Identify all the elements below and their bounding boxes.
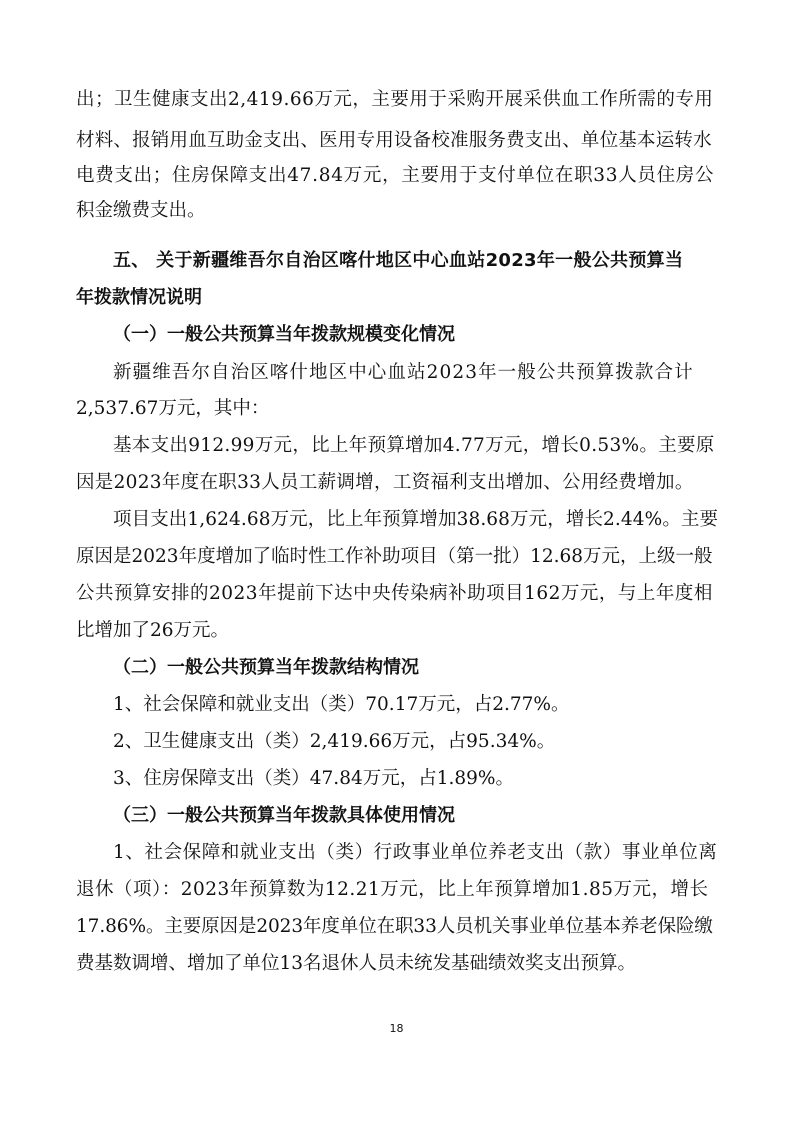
subsection-heading-3: （三）一般公共预算当年拨款具体使用情况 <box>113 805 455 826</box>
body-line-22: 退休（项）：2023年预算数为12.21万元，比上年预算增加1.85万元，增长 <box>76 879 709 900</box>
body-line-10: 基本支出912.99万元，比上年预算增加4.77万元，增长0.53%。主要原 <box>113 435 715 456</box>
page-number: 18 <box>389 1022 404 1035</box>
subsection-heading-2: （二）一般公共预算当年拨款结构情况 <box>113 657 419 678</box>
body-line-9: 2,537.67万元，其中： <box>76 398 270 419</box>
body-line-1: 出；卫生健康支出2,419.66万元，主要用于采购开展采供血工作所需的专用 <box>76 89 714 110</box>
section-heading-5: 五、 关于新疆维吾尔自治区喀什地区中心血站2023年一般公共预算当 <box>113 250 684 271</box>
body-line-2: 材料、报销用血互助金支出、医用专用设备校准服务费支出、单位基本运转水 <box>76 130 712 151</box>
section-heading-5-cont: 年拨款情况说明 <box>76 287 202 308</box>
body-line-14: 公共预算安排的2023年提前下达中央传染病补助项目162万元，与上年度相 <box>76 583 713 604</box>
body-line-23: 17.86%。主要原因是2023年度单位在职33人员机关事业单位基本养老保险缴 <box>76 916 713 937</box>
list-item-3: 3、住房保障支出（类）47.84万元，占1.89%。 <box>113 768 515 789</box>
list-item-2: 2、卫生健康支出（类）2,419.66万元，占95.34%。 <box>113 731 556 752</box>
body-line-24: 费基数调增、增加了单位13名退休人员未统发基础绩效奖支出预算。 <box>76 953 637 974</box>
body-line-13: 原因是2023年度增加了临时性工作补助项目（第一批）12.68万元，上级一般 <box>76 546 713 567</box>
list-item-1: 1、社会保障和就业支出（类）70.17万元，占2.77%。 <box>113 694 570 715</box>
body-line-21: 1、社会保障和就业支出（类）行政事业单位养老支出（款）事业单位离 <box>113 842 718 863</box>
body-line-8: 新疆维吾尔自治区喀什地区中心血站2023年一般公共预算拨款合计 <box>113 362 694 383</box>
body-line-15: 比增加了26万元。 <box>76 620 230 641</box>
subsection-heading-1: （一）一般公共预算当年拨款规模变化情况 <box>113 324 455 345</box>
body-line-11: 因是2023年度在职33人员工薪调增，工资福利支出增加、公用经费增加。 <box>76 472 694 493</box>
body-line-12: 项目支出1,624.68万元，比上年预算增加38.68万元，增长2.44%。主要 <box>113 509 719 530</box>
body-line-3: 电费支出；住房保障支出47.84万元，主要用于支付单位在职33人员住房公 <box>76 165 715 186</box>
body-line-4: 积金缴费支出。 <box>76 200 206 221</box>
